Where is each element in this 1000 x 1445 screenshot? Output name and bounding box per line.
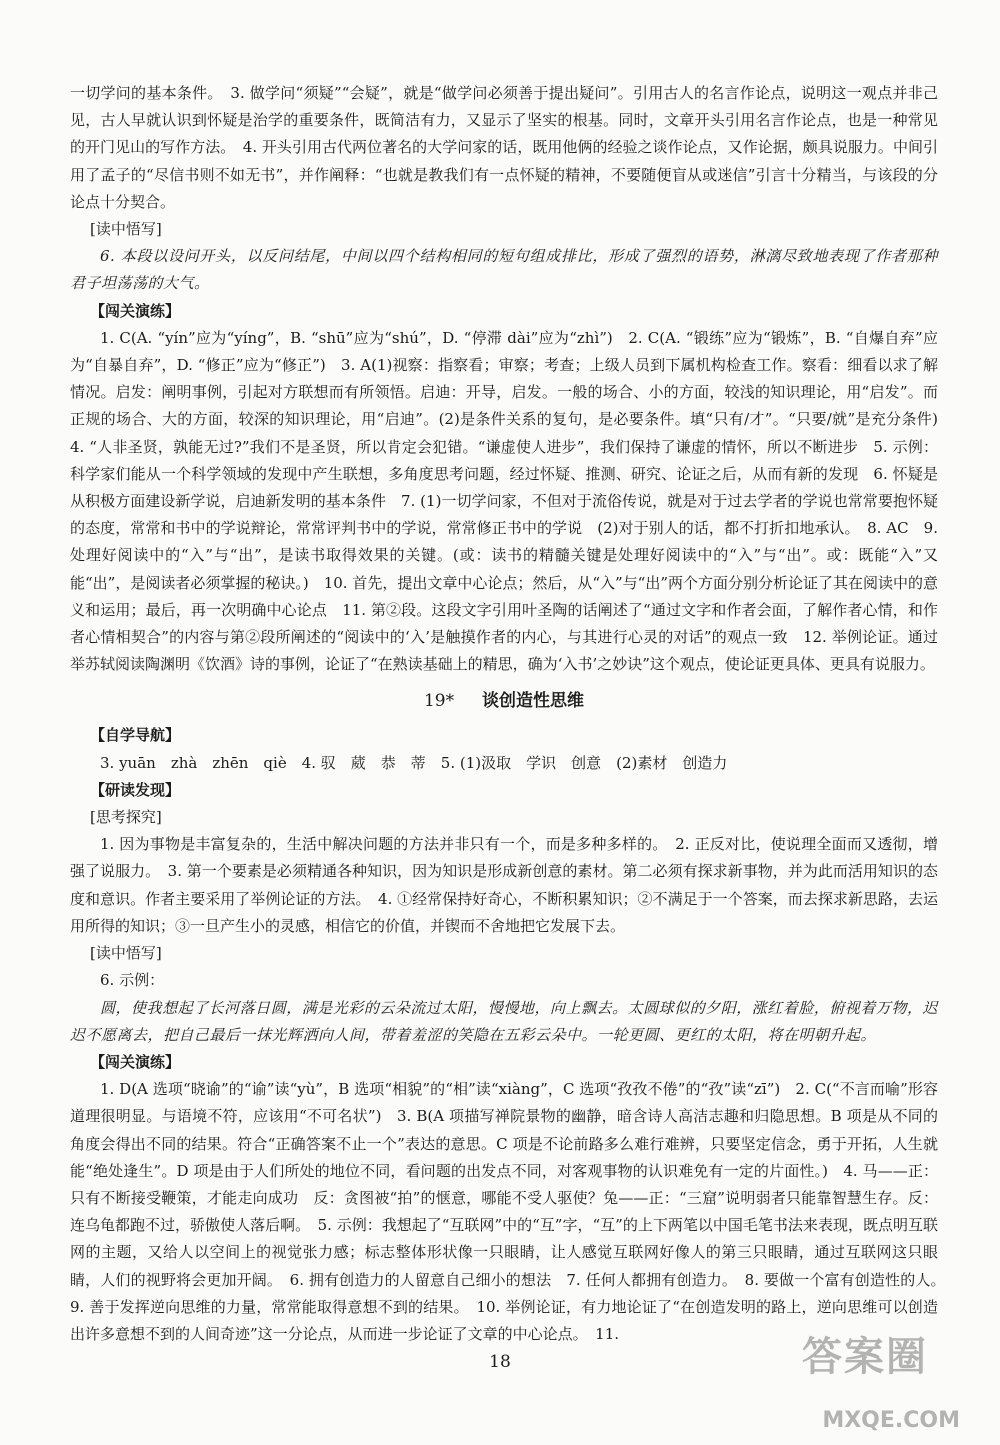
lesson-name: 谈创造性思维 [482,691,585,712]
subheading-reading-writing: [读中悟写] [90,220,162,239]
subheading-reading-writing: [读中悟写] [90,944,162,963]
subheading-think-explore: [思考探究] [90,808,162,827]
page-number: 18 [489,1352,511,1372]
heading-study-findings: 【研读发现】 [90,780,181,799]
paragraph: 1. D(A 选项“晓谕”的“谕”读“yù”，B 选项“相貌”的“相”读“xiàng”，C 选项“孜孜不倦”的“孜”读“zī”) 2. C(“不言而喻”形容道理很明显。与语境不符，应该用“不可名状”) 3. B(A 项描写禅院景物的幽静，暗含诗人高洁志趣和归隐思想。B 项是从不同的角度会得出不同的结果。符合“正确答案不止一个”表达的意思。C 项是不论前路多么难行难辨，只要坚定信念，勇于开拓，人生就能“绝处逢生”。D 项是由于人们所处的地位不同，看问题的出发点不同，对客观事物的认识难免有一定的片面性。) 4. 马——正：只有不断接受鞭策，才能走向成功 反：贪图被“拍”的惬意，哪能不受人驱使？兔——正：“三窟”说明弱者只能靠智慧生存。反：连乌龟都跑不过，骄傲使人落后啊。 5. 示例：我想起了“互联网”中的“互”字，“互”的上下两笔以中国毛笔书法来表现，既点明互联网的主题，又给人以空间上的视觉张力感；标志整体形状像一只眼睛，让人感觉互联网好像人的第三只眼睛，通过互联网这只眼睛，人们的视野将会更加开阔。 6. 拥有创造力的人留意自己细小的想法 7. 任何人都拥有创造力。 8. 要做一个富有创造性的人。 9. 善于发挥逆向思维的力量，常常能取得意想不到的结果。 10. 举例论证，有力地论证了“在创造发明的路上，逆向思维可以创造出许多意想不到的人间奇迹”这一分论点，从而进一步论证了文章的中心论点。 11. [70,1080,954,1343]
section-18 [70,80,954,678]
paragraph: 3. yuān zhà zhēn qiè 4. 驭 葳 恭 蒂 5. (1)汲取 学识 创意 (2)素材 创造力 [100,753,728,772]
watermark-url: MXQE.COM [822,1408,960,1433]
watermark-logo: 答案圈 [802,1334,928,1380]
section-19 [70,722,954,1348]
lesson-title [70,684,938,718]
handwritten-answer: 圆，使我想起了长河落日圆，满是光彩的云朵流过太阳，慢慢地，向上飘去。太圆球似的夕阳，涨红着脸，俯视着万物，迟迟不愿离去，把自己最后一抹光辉洒向人间，带着羞涩的笑隐在五彩云朵中。一轮更圆、更红的太阳，将在明朝升起。 [70,998,938,1044]
lesson-number: 19* [423,691,455,712]
paragraph: 一切学问的基本条件。 3. 做学问“须疑”“会疑”，就是“做学问必须善于提出疑问”。引用古人的名言作论点，说明这一观点并非己见，古人早就认识到怀疑是治学的重要条件，既简洁有力，又显示了坚实的根基。同时，文章开头引用名言作论点，也是一种常见的开门见山的写作方法。 4. 开头引用古代两位著名的大学问家的话，既用他俩的经验之谈作论点，又作论据，颇具说服力。中间引用了孟子的“尽信书则不如无书”，并作阐释：“也就是教我们有一点怀疑的精神，不要随便盲从或迷信”引言十分精当，与该段的分论点十分契合。 [70,84,938,211]
paragraph: 1. C(A. “yín”应为“yíng”，B. “shū”应为“shú”，D. “停滞 dài”应为“zhì”) 2. C(A. “锻练”应为“锻炼”，B. “自爆自弃”应为“自暴自弃”，D. “修正”应为“修正”) 3. A(1)视察：指察看；审察；考查；上级人员到下属机构检查工作。察看：细看以求了解情况。启发：阐明事例，引起对方联想而有所领悟。启迪：开导，启发。一般的场合、小的方面，较浅的知识理论，用“启发”。而正规的场合、大的方面，较深的知识理论，用“启迪”。(2)是条件关系的复句，是必要条件。填“只有/才”。“只要/就”是充分条件) 4. “人非圣贤，孰能无过?”我们不是圣贤，所以肯定会犯错。“谦虚使人进步”，我们保持了谦虚的情怀，所以不断进步 5. 示例：科学家们能从一个科学领域的发现中产生联想，多角度思考问题，经过怀疑、推测、研究、论证之后，从而有新的发现 6. 怀疑是从积极方面建设新学说，启迪新发明的基本条件 7. (1)一切学问家，不但对于流俗传说，就是对于过去学者的学说也常常要抱怀疑的态度，常常和书中的学说辩论，常常评判书中的学说，常常修正书中的学说 (2)对于别人的话，都不打折扣地承认。 8. AC 9. 处理好阅读中的“入”与“出”，是读书取得效果的关键。(或：读书的精髓关键是处理好阅读中的“入”与“出”。或：既能“入”又能“出”，是阅读者必须掌握的秘诀。) 10. 首先，提出文章中心论点；然后，从“入”与“出”两个方面分别分析论证了其在阅读中的意义和运用；最后，再一次明确中心论点 11. 第②段。这段文字引用叶圣陶的话阐述了“通过文字和作者会面，了解作者心情，和作者心情相契合”的内容与第②段所阐述的“阅读中的‘入’是触摸作者的内心，与其进行心灵的对话”的观点一致 12. 举例论证。通过举苏轼阅读陶渊明《饮酒》诗的事例，论证了“在熟读基础上的精思，确为‘入书’之妙诀”这个观点，使论证更具体、更具有说服力。 [70,328,954,674]
heading-practice: 【闯关演练】 [90,301,181,320]
answer-page [70,80,954,1348]
paragraph: 6. 示例： [100,971,165,990]
heading-self-study: 【自学导航】 [90,726,181,745]
handwritten-answer: 6. 本段以设问开头，以反问结尾，中间以四个结构相同的短句组成排比，形成了强烈的语势，淋漓尽致地表现了作者那种君子坦荡荡的大气。 [70,247,938,293]
heading-practice: 【闯关演练】 [90,1052,181,1071]
watermark [770,1325,960,1435]
paragraph: 1. 因为事物是丰富复杂的，生活中解决问题的方法并非只有一个，而是多种多样的。 2. 正反对比，使说理全面而又透彻，增强了说服力。 3. 第一个要素是必须精通各种知识，因为知识是形成新创意的素材。第二必须有探求新事物，并为此而活用知识的态度和意识。作者主要采用了举例论证的方法。 4. ①经常保持好奇心，不断积累知识；②不满足于一个答案，而去探求新思路，去运用所得的知识；③一旦产生小的灵感，相信它的价值，并锲而不舍地把它发展下去。 [70,835,938,935]
